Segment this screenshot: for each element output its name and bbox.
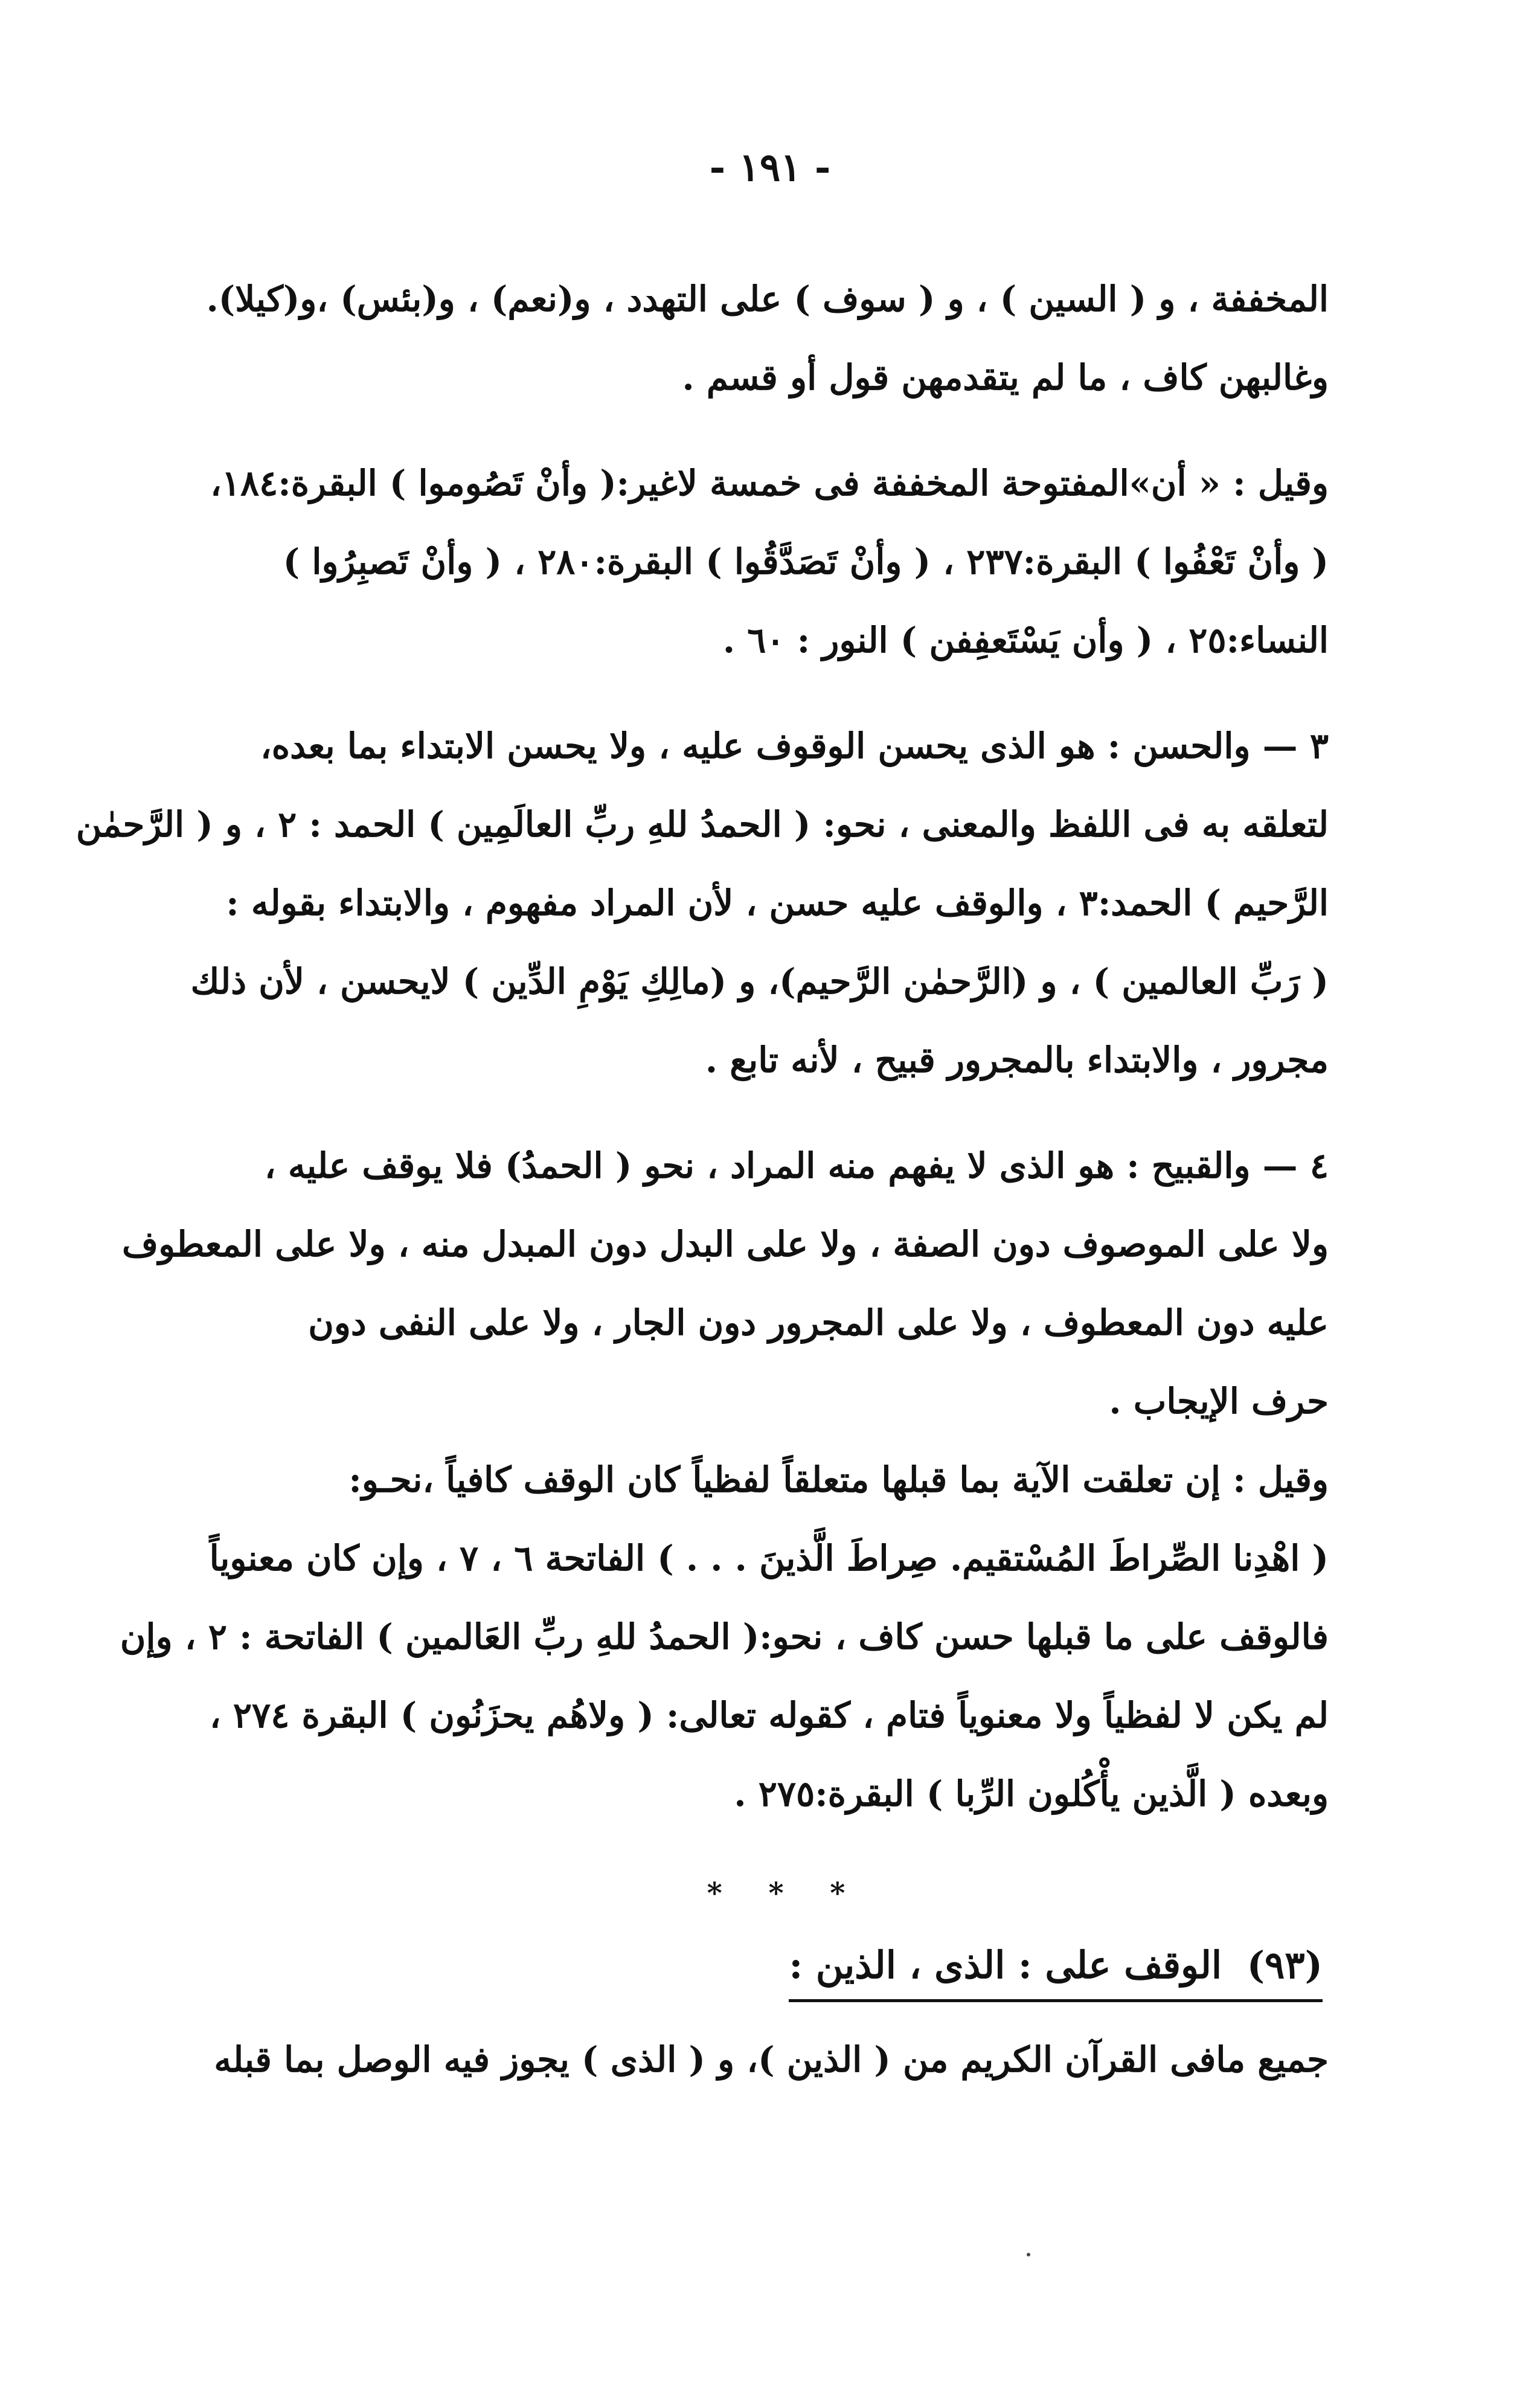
text-line: لتعلقه به فى اللفظ والمعنى ، نحو: ( الحمدُ للهِ ربِّ العالَمِين ) الحمد : ٢ ، و ( الرَّحمٰن [75,804,1329,845]
paragraph-4 [122,1126,1329,1440]
text-line: حرف الإيجاب . [1109,1381,1329,1422]
text-line: وقيل : إن تعلقت الآية بما قبلها متعلقاً لفظياً كان الوقف كافياً ،نحـو: [348,1459,1329,1500]
section-title: الوقف على : الذى ، الذين : [789,1943,1222,1987]
section-number: (٩٣) [1246,1943,1323,1987]
text-line: الرَّحيم ) الحمد:٣ ، والوقف عليه حسن ، لأن المراد مفهوم ، والابتداء بقوله : [226,882,1329,923]
text-line: جميع مافى القرآن الكريم من ( الذين )، و ( الذى ) يجوز فيه الوصل بما قبله [214,2039,1329,2080]
text-line: لم يكن لا لفظياً ولا معنوياً فتام ، كقوله تعالى: ( ولاهُم يحزَنُون ) البقرة ٢٧٤ ، [209,1695,1329,1736]
text-line: مجرور ، والابتداء بالمجرور قبيح ، لأنه تابع . [705,1039,1329,1081]
scan-speck [1027,2253,1030,2256]
text-line: فالوقف على ما قبلها حسن كاف ، نحو:( الحمدُ للهِ ربِّ العَالمين ) الفاتحة : ٢ ، وإن [120,1616,1329,1657]
page-number: - ١٩١ - [709,145,831,190]
text-line: وبعده ( الَّذين يأْكُلون الرِّبا ) البقرة:٢٧٥ . [734,1773,1329,1814]
paragraph-2 [210,444,1329,679]
text-line: المخففة ، و ( السين ) ، و ( سوف ) على التهدد ، و(نعم) ، و(بئس) ،و(كيلا). [206,278,1329,320]
text-line: ولا على الموصوف دون الصفة ، ولا على البدل دون المبدل منه ، ولا على المعطوف [122,1224,1329,1265]
text-line: ٣ — والحسن : هو الذى يحسن الوقوف عليه ، ولا يحسن الابتداء بما بعده، [260,725,1329,766]
paragraph-6 [214,2020,1329,2099]
paragraph-5 [120,1440,1329,1833]
section-heading [789,1935,1323,2002]
text-line: ( رَبِّ العالمين ) ، و (الرَّحمٰن الرَّحيم)، و (مالِكِ يَوْمِ الدِّين ) لايحسن ، لأن ذلك [190,961,1329,1002]
paragraph-1 [206,260,1329,417]
body-text [75,260,1329,2099]
text-line: عليه دون المعطوف ، ولا على المجرور دون الجار ، ولا على النفى دون [308,1302,1329,1343]
section-heading-row [242,1930,1329,2002]
text-line: ( وأنْ تَعْفُوا ) البقرة:٢٣٧ ، ( وأنْ تَصَدَّقُوا ) البقرة:٢٨٠ ، ( وأنْ تَصبِرُوا ) [283,541,1329,582]
text-line: ( اهْدِنا الصِّراطَ المُسْتقيم. صِراطَ الَّذينَ . . . ) الفاتحة ٦ ، ٧ ، وإن كان معنوياً [209,1538,1329,1579]
section-separator: * * * [707,1877,864,1910]
text-line: وغالبهن كاف ، ما لم يتقدمهن قول أو قسم . [682,357,1329,398]
text-line: وقيل : « أن»المفتوحة المخففة فى خمسة لاغير:( وأنْ تَصُوموا ) البقرة:١٨٤، [210,463,1329,504]
text-line: ٤ — والقبيح : هو الذى لا يفهم منه المراد ، نحو ( الحمدُ) فلا يوقف عليه ، [264,1145,1329,1186]
text-line: النساء:٢٥ ، ( وأن يَسْتَعفِفن ) النور : ٦٠ . [722,620,1329,661]
paragraph-3 [75,707,1329,1099]
